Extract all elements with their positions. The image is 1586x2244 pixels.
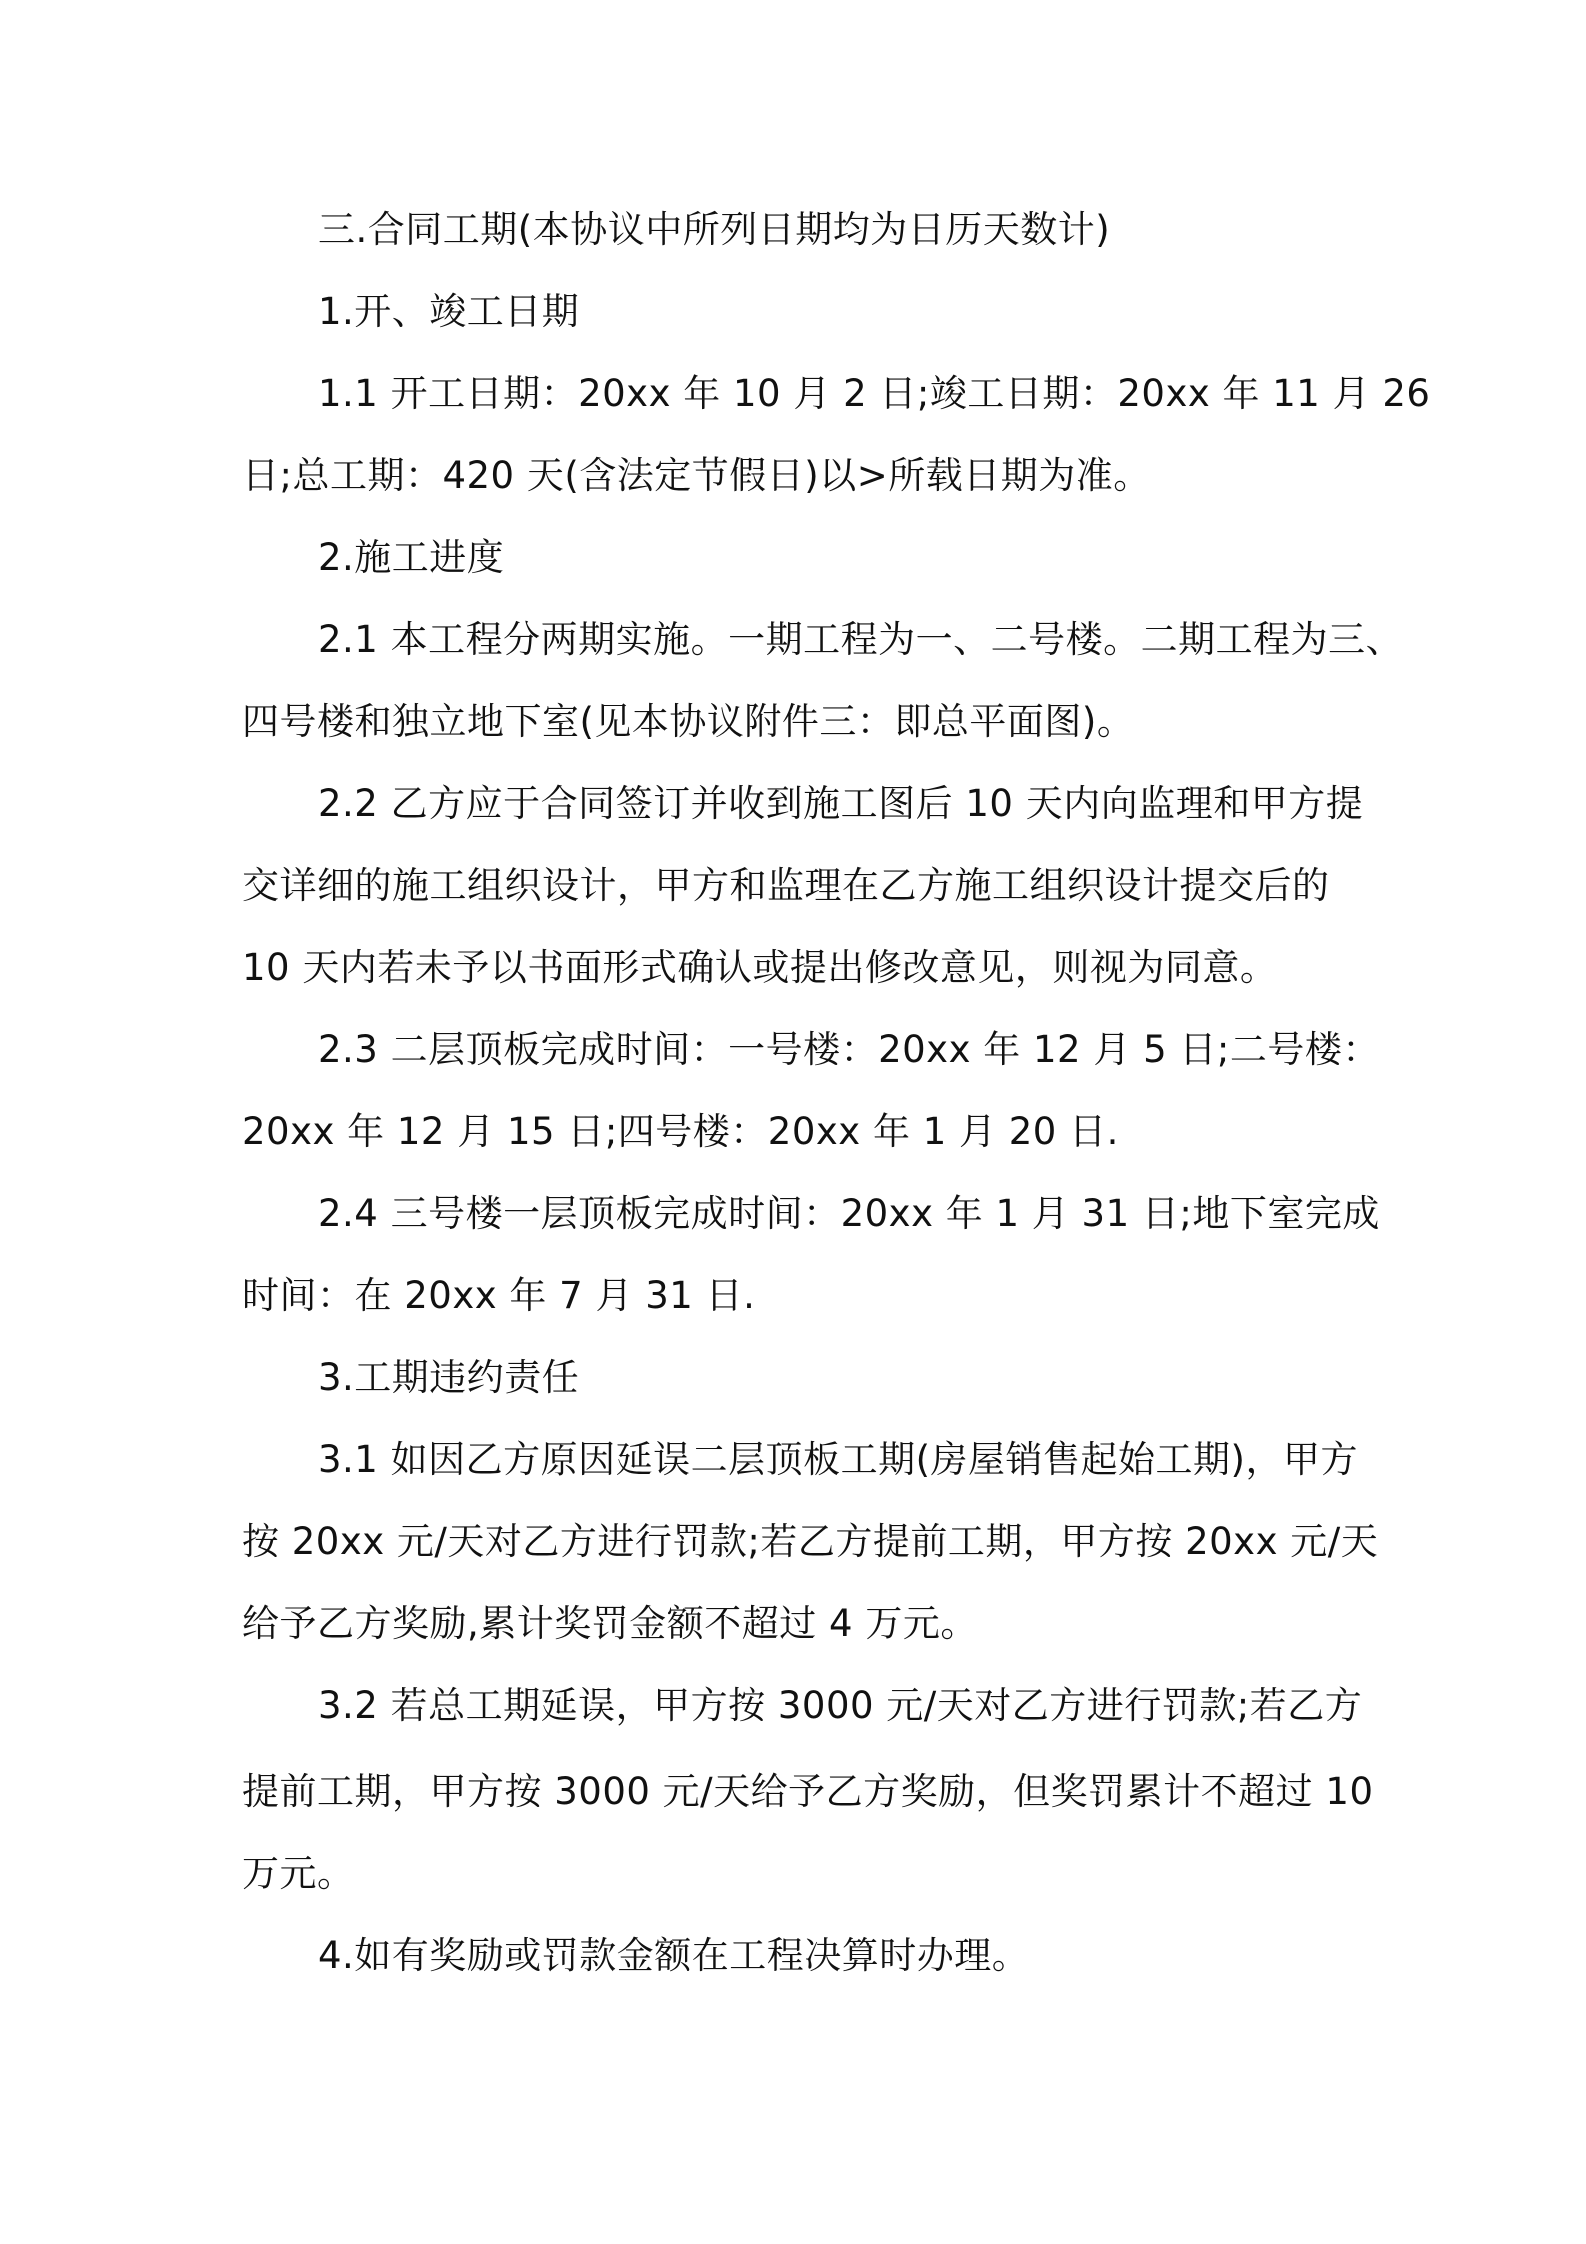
paragraph-line: 按 20xx 元/天对乙方进行罚款;若乙方提前工期，甲方按 20xx 元/天: [242, 1520, 1379, 1563]
paragraph-line: 3.2 若总工期延误，甲方按 3000 元/天对乙方进行罚款;若乙方: [318, 1684, 1363, 1727]
paragraph-line: 万元。: [242, 1852, 355, 1895]
paragraph-line: 交详细的施工组织设计，甲方和监理在乙方施工组织设计提交后的: [242, 864, 1330, 907]
paragraph-line: 10 天内若未予以书面形式确认或提出修改意见，则视为同意。: [242, 946, 1278, 989]
subsection-heading: 3.工期违约责任: [318, 1356, 580, 1399]
paragraph-line: 20xx 年 12 月 15 日;四号楼：20xx 年 1 月 20 日.: [242, 1110, 1119, 1153]
paragraph-line: 日;总工期：420 天(含法定节假日)以>所载日期为准。: [242, 454, 1151, 497]
section-heading: 三.合同工期(本协议中所列日期均为日历天数计): [318, 208, 1111, 251]
subsection-heading: 1.开、竣工日期: [318, 290, 580, 333]
paragraph-line: 2.2 乙方应于合同签订并收到施工图后 10 天内向监理和甲方提: [318, 782, 1364, 825]
paragraph-line: 提前工期，甲方按 3000 元/天给予乙方奖励，但奖罚累计不超过 10: [242, 1770, 1374, 1813]
paragraph-line: 1.1 开工日期：20xx 年 10 月 2 日;竣工日期：20xx 年 11 月 26: [318, 372, 1431, 415]
paragraph-line: 2.1 本工程分两期实施。一期工程为一、二号楼。二期工程为三、: [318, 618, 1404, 661]
paragraph-line: 四号楼和独立地下室(见本协议附件三：即总平面图)。: [242, 700, 1135, 743]
paragraph-line: 3.1 如因乙方原因延误二层顶板工期(房屋销售起始工期)，甲方: [318, 1438, 1358, 1481]
subsection-heading: 2.施工进度: [318, 536, 505, 579]
paragraph-line: 给予乙方奖励,累计奖罚金额不超过 4 万元。: [242, 1602, 978, 1645]
paragraph-line: 2.4 三号楼一层顶板完成时间：20xx 年 1 月 31 日;地下室完成: [318, 1192, 1380, 1235]
paragraph-line: 4.如有奖励或罚款金额在工程决算时办理。: [318, 1934, 1030, 1977]
paragraph-line: 时间：在 20xx 年 7 月 31 日.: [242, 1274, 756, 1317]
paragraph-line: 2.3 二层顶板完成时间：一号楼：20xx 年 12 月 5 日;二号楼：: [318, 1028, 1380, 1071]
